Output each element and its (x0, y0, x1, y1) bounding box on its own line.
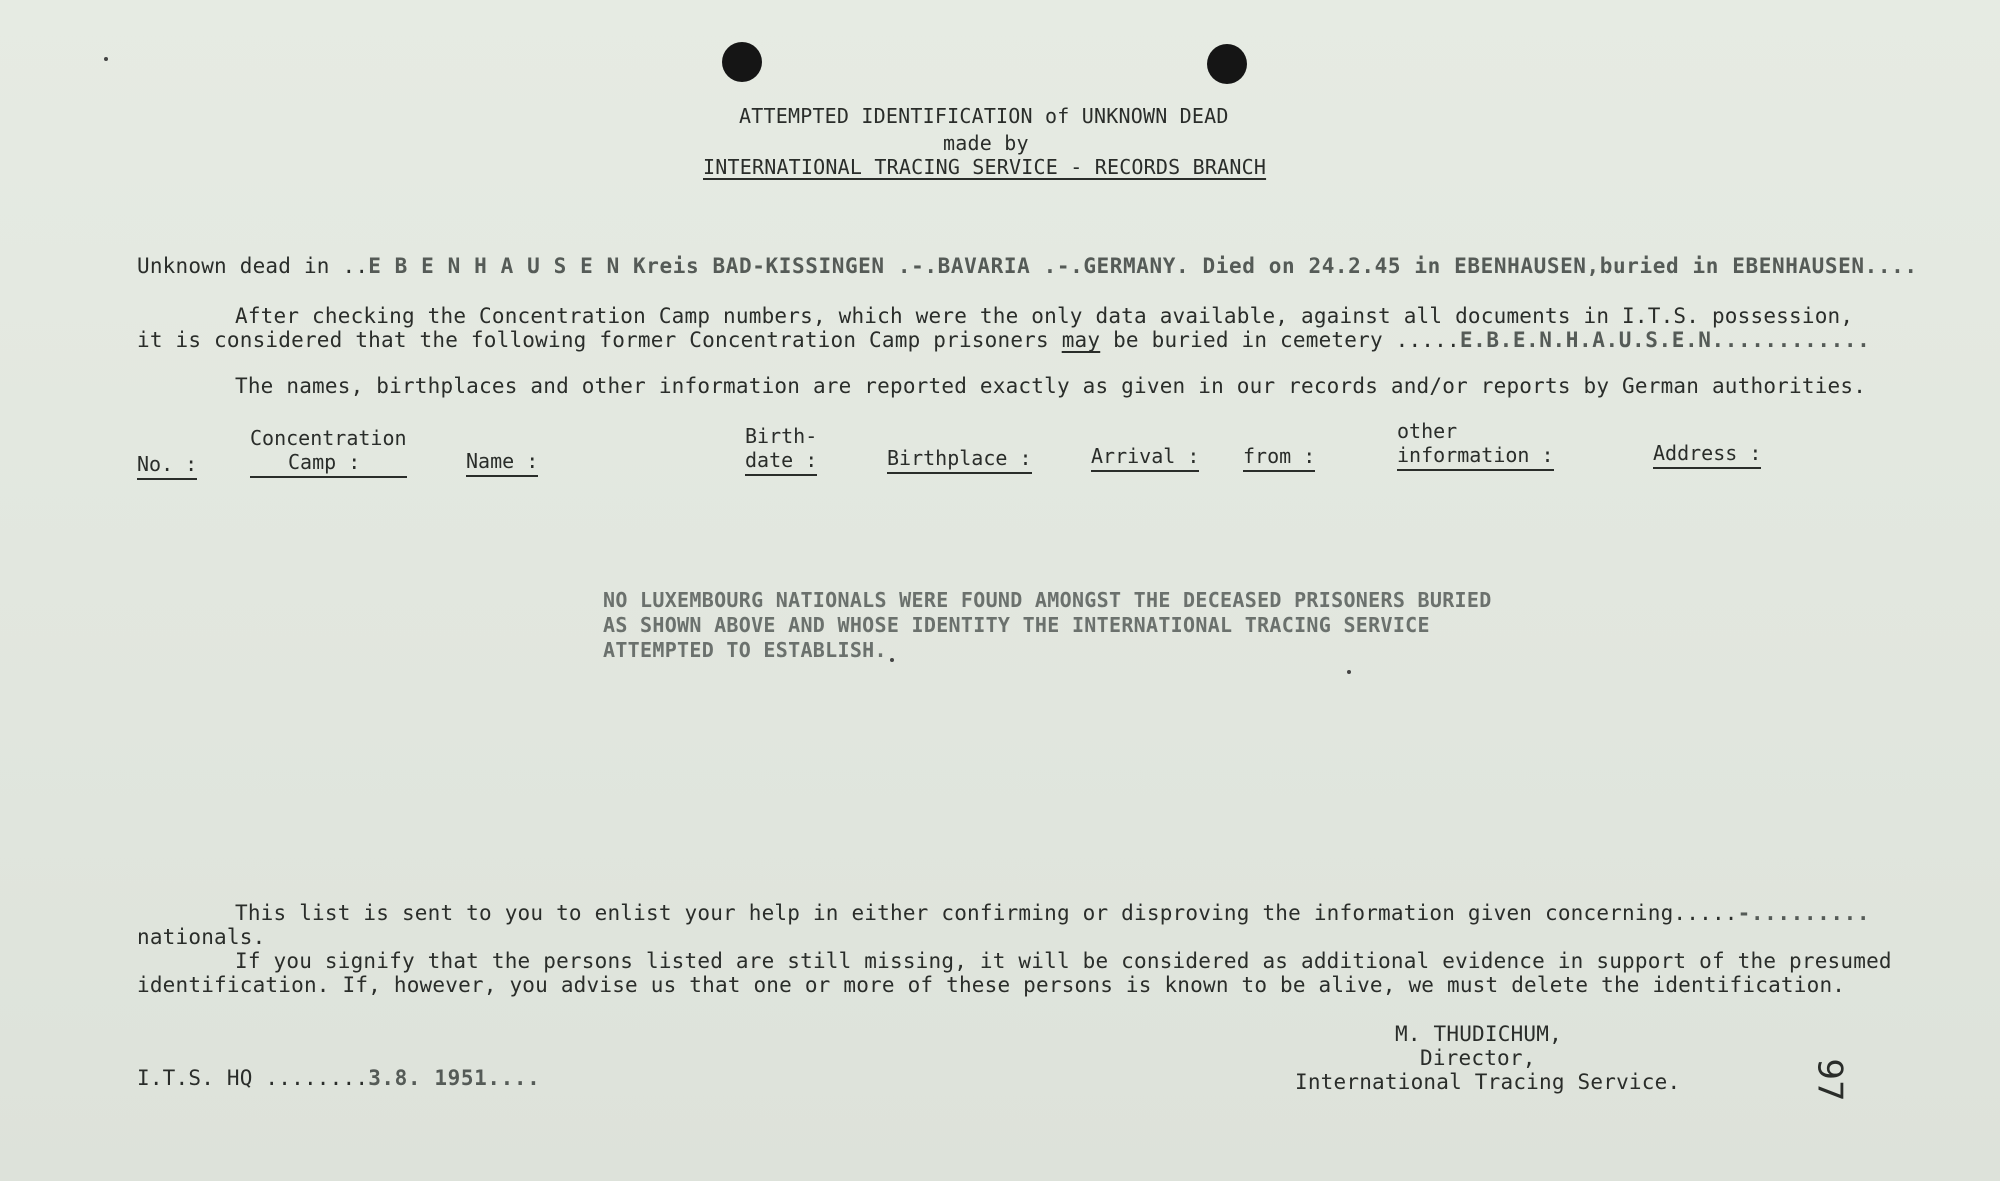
closing-line2: nationals. (137, 925, 266, 949)
column-birthdate (745, 424, 817, 476)
para1-may: may (1061, 328, 1101, 352)
stamp-line1: NO LUXEMBOURG NATIONALS WERE FOUND AMONGST THE DECEASED PRISONERS BURIED (603, 588, 1492, 612)
closing-nationality-fill: -......... (1737, 901, 1871, 925)
column-birthdate-line1: Birth- (745, 424, 818, 448)
column-address-label: Address : (1653, 441, 1761, 469)
footer-its-hq-label: I.T.S. HQ ........ (137, 1066, 369, 1090)
column-birthplace (887, 446, 1032, 474)
column-address (1653, 441, 1761, 469)
header-title: ATTEMPTED IDENTIFICATION of UNKNOWN DEAD (739, 104, 1229, 128)
para2: The names, birthplaces and other information are reported exactly as given in our records and/or reports by German authorities. (235, 374, 1867, 398)
column-other-line2: information : (1397, 443, 1554, 471)
column-birthplace-label: Birthplace : (887, 446, 1032, 474)
closing-line3: If you signify that the persons listed are still missing, it will be considered as additional evidence in support of the presumed (235, 949, 1892, 973)
paper-speck (104, 57, 108, 61)
punch-hole-left (722, 42, 762, 82)
column-other-line1: other (1397, 419, 1458, 443)
punch-hole-right (1207, 44, 1247, 84)
column-camp-line1: Concentration (250, 426, 407, 450)
column-camp-line2: Camp : (250, 450, 407, 478)
para1-line2 (137, 328, 1870, 352)
column-from (1243, 444, 1315, 472)
unknown-dead-label: Unknown dead in .. (137, 254, 369, 278)
footer-its-hq (137, 1066, 540, 1090)
stamp-line3: ATTEMPTED TO ESTABLISH. (603, 638, 887, 662)
column-no (137, 452, 197, 480)
column-camp (250, 426, 407, 478)
column-arrival (1091, 444, 1199, 472)
signature-name: M. THUDICHUM, (1395, 1022, 1562, 1046)
column-no-label: No. : (137, 452, 197, 480)
column-arrival-label: Arrival : (1091, 444, 1199, 472)
header-made-by: made by (943, 131, 1029, 155)
unknown-dead-line (137, 254, 1918, 278)
signature-title: Director, (1420, 1046, 1536, 1070)
paper-speck (890, 658, 894, 662)
footer-date: 3.8. 1951.... (368, 1066, 541, 1090)
closing-line1-text: This list is sent to you to enlist your help in either confirming or disproving the information given concerning..... (235, 901, 1738, 925)
closing-line4: identification. If, however, you advise us that one or more of these persons is known to be alive, we must delete the identification. (137, 973, 1846, 997)
column-name (466, 449, 538, 477)
para1-line1: After checking the Concentration Camp numbers, which were the only data available, against all documents in I.T.S. possession, (235, 304, 1854, 328)
column-birthdate-line2: date : (745, 448, 817, 476)
closing-line1 (235, 901, 1870, 925)
para1-line2-end: be buried in cemetery ..... (1113, 328, 1460, 352)
unknown-dead-value: E B E N H A U S E N Kreis BAD-KISSINGEN .-.BAVARIA .-.GERMANY. Died on 24.2.45 in EBENHAUSEN,buried in EBENHAUSEN.... (368, 254, 1918, 278)
stamp-line2: AS SHOWN ABOVE AND WHOSE IDENTITY THE INTERNATIONAL TRACING SERVICE (603, 613, 1430, 637)
column-other-information (1397, 419, 1554, 471)
signature-organization: International Tracing Service. (1295, 1070, 1681, 1094)
para1-line2-start: it is considered that the following former Concentration Camp prisoners (137, 328, 1049, 352)
paper-speck (1347, 670, 1351, 674)
header-organization: INTERNATIONAL TRACING SERVICE - RECORDS BRANCH (703, 155, 1267, 179)
cemetery-value: E.B.E.N.H.A.U.S.E.N............ (1459, 328, 1871, 352)
column-name-label: Name : (466, 449, 538, 477)
page-number: 97 (1809, 1058, 1850, 1102)
column-from-label: from : (1243, 444, 1315, 472)
